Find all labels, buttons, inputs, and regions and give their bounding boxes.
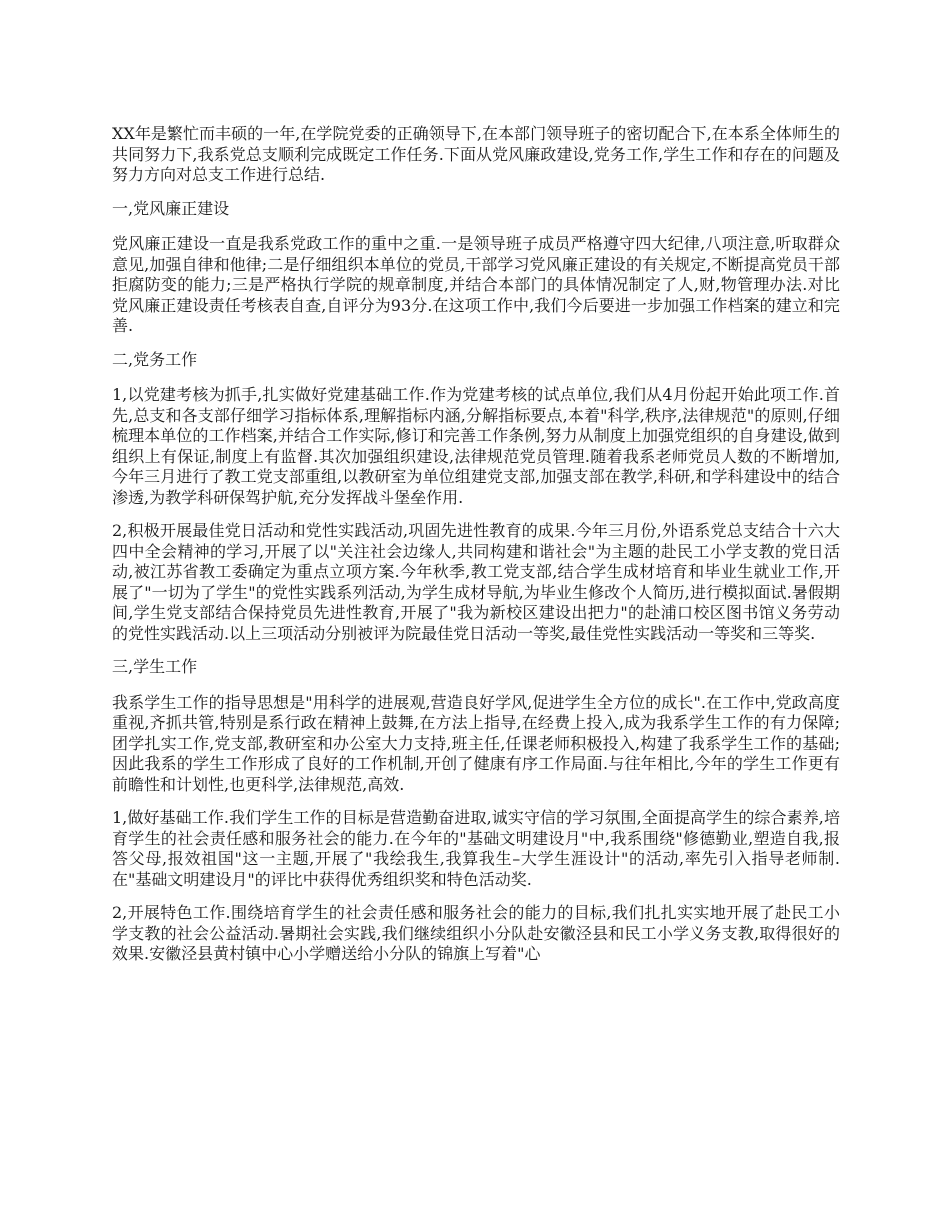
document-page bbox=[112, 124, 840, 978]
party-integrity-paragraph: 党风廉正建设一直是我系党政工作的重中之重.一是领导班子成员严格遵守四大纪律,八项注意,听取群众意见,加强自律和他律;二是仔细组织本单位的党员,干部学习党风廉正建设的有关规定,不断提高党员干部拒腐防变的能力;三是严格执行学院的规章制度,并结合本部门的具体情况制定了人,财,物管理办法.对比党风廉正建设责任考核表自查,自评分为93分.在这项工作中,我们今后要进一步加强工作档案的建立和完善. bbox=[112, 234, 840, 335]
section-heading-party-integrity: 一,党风廉正建设 bbox=[112, 198, 230, 218]
section-heading-party-affairs: 二,党务工作 bbox=[112, 349, 198, 369]
party-affairs-paragraph-2: 2,积极开展最佳党日活动和党性实践活动,巩固先进性教育的成果.今年三月份,外语系党总支结合十六大四中全会精神的学习,开展了以"关注社会边缘人,共同构建和谐社会"为主题的赴民工小学支教的党日活动,被江苏省教工委确定为重点立项方案.今年秋季,教工党支部,结合学生成材培育和毕业生就业工作,开展了"一切为了学生"的党性实践系列活动,为学生成材导航,为毕业生修改个人简历,进行模拟面试.暑假期间,学生党支部结合保持党员先进性教育,开展了"我为新校区建设出把力"的赴浦口校区图书馆义务劳动的党性实践活动.以上三项活动分别被评为院最佳党日活动一等奖,最佳党性实践活动一等奖和三等奖. bbox=[112, 521, 840, 643]
intro-paragraph: XX年是繁忙而丰硕的一年,在学院党委的正确领导下,在本部门领导班子的密切配合下,在本系全体师生的共同努力下,我系党总支顺利完成既定工作任务.下面从党风廉政建设,党务工作,学生工作和存在的问题及努力方向对总支工作进行总结. bbox=[112, 124, 840, 184]
party-affairs-paragraph-1: 1,以党建考核为抓手,扎实做好党建基础工作.作为党建考核的试点单位,我们从4月份起开始此项工作.首先,总支和各支部仔细学习指标体系,理解指标内涵,分解指标要点,本着"科学,秩序,法律规范"的原则,仔细梳理本单位的工作档案,并结合工作实际,修订和完善工作条例,努力从制度上加强党组织的自身建设,做到组织上有保证,制度上有监督.其次加强组织建设,法律规范党员管理.随着我系老师党员人数的不断增加,今年三月进行了教工党支部重组,以教研室为单位组建党支部,加强支部在教学,科研,和学科建设中的结合渗透,为教学科研保驾护航,充分发挥战斗堡垒作用. bbox=[112, 385, 840, 507]
student-work-paragraph-2: 2,开展特色工作.围绕培育学生的社会责任感和服务社会的能力的目标,我们扎扎实实地开展了赴民工小学支教的社会公益活动.暑期社会实践,我们继续组织小分队赴安徽泾县和民工小学义务支教,取得很好的效果.安徽泾县黄村镇中心小学赠送给小分队的锦旗上写着"心 bbox=[112, 903, 840, 963]
student-work-paragraph: 我系学生工作的指导思想是"用科学的进展观,营造良好学风,促进学生全方位的成长".在工作中,党政高度重视,齐抓共管,特别是系行政在精神上鼓舞,在方法上指导,在经费上投入,成为我系学生工作的有力保障;团学扎实工作,党支部,教研室和办公室大力支持,班主任,任课老师积极投入,构建了我系学生工作的基础;因此我系的学生工作形成了良好的工作机制,开创了健康有序工作局面.与往年相比,今年的学生工作更有前瞻性和计划性,也更科学,法律规范,高效. bbox=[112, 692, 840, 794]
section-heading-student-work: 三,学生工作 bbox=[112, 657, 198, 676]
student-work-paragraph-1: 1,做好基础工作.我们学生工作的目标是营造勤奋进取,诚实守信的学习氛围,全面提高学生的综合素养,培育学生的社会责任感和服务社会的能力.在今年的"基础文明建设月"中,我系围绕"修德勤业,塑造自我,报答父母,报效祖国"这一主题,开展了"我绘我生,我算我生–大学生涯设计"的活动,率先引入指导老师制.在"基础文明建设月"的评比中获得优秀组织奖和特色活动奖. bbox=[112, 808, 840, 889]
